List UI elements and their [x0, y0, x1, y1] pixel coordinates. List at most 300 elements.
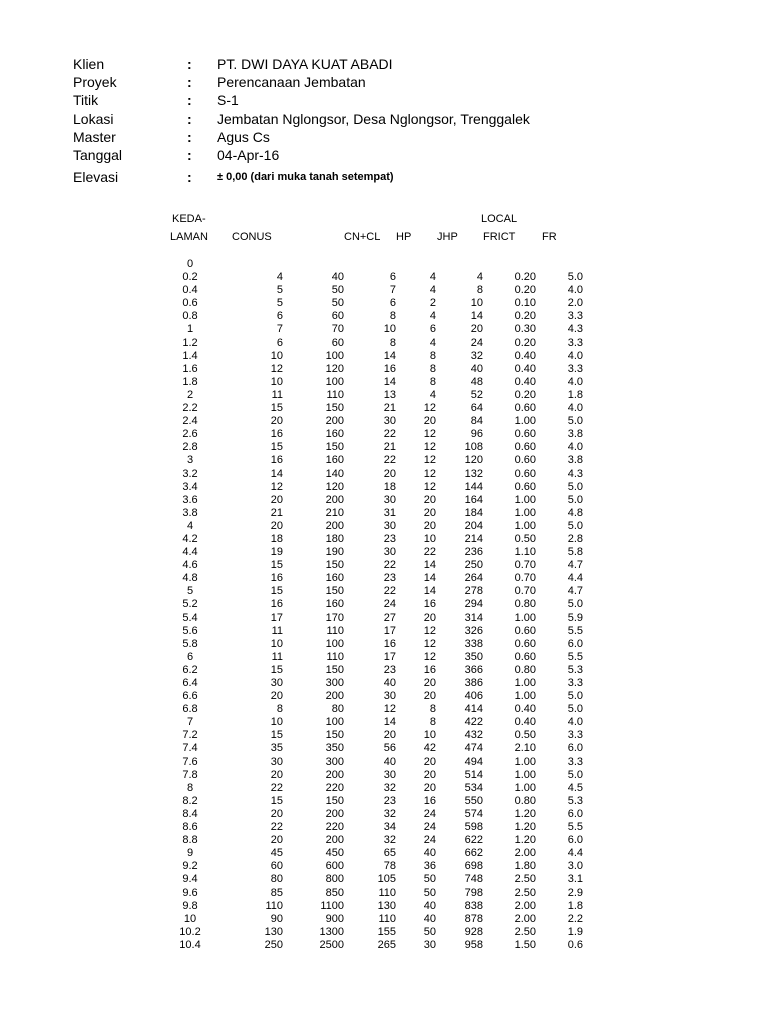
- table-row: [160, 821, 583, 834]
- table-cell: 3.3: [567, 362, 583, 375]
- table-cell: 184: [464, 506, 483, 519]
- table-cell: 60: [331, 310, 344, 323]
- table-cell: 20: [270, 834, 283, 847]
- table-cell: 514: [464, 768, 483, 781]
- table-cell: 5: [276, 284, 283, 297]
- table-cell: 16: [423, 663, 436, 676]
- table-cell: 0.60: [514, 402, 536, 415]
- table-cell: 34: [383, 821, 396, 834]
- table-cell: 422: [464, 716, 483, 729]
- table-cell: 50: [423, 925, 436, 938]
- table-cell: 110: [378, 886, 396, 899]
- header-colon: :: [187, 169, 192, 186]
- table-cell: 9: [186, 847, 194, 860]
- table-cell: 14: [383, 716, 396, 729]
- table-cell: 406: [464, 690, 483, 703]
- table-cell: 11: [271, 388, 283, 401]
- table-cell: 12: [423, 454, 436, 467]
- table-cell: 80: [270, 873, 283, 886]
- table-cell: 70: [331, 323, 344, 336]
- table-cell: 20: [423, 611, 436, 624]
- table-cell: 20: [423, 768, 436, 781]
- table-cell: 10: [270, 637, 283, 650]
- table-row: [160, 782, 583, 795]
- table-cell: 40: [470, 362, 483, 375]
- table-cell: 15: [270, 585, 283, 598]
- table-row: [160, 271, 583, 284]
- table-cell: 80: [331, 703, 344, 716]
- table-cell: 798: [464, 886, 483, 899]
- table-cell: [536, 258, 583, 271]
- table-cell: 20: [423, 519, 436, 532]
- table-cell: 1.20: [514, 807, 536, 820]
- table-cell: 4.7: [567, 559, 583, 572]
- table-cell: 574: [464, 807, 483, 820]
- table-cell: 0.80: [514, 598, 536, 611]
- table-row: [160, 507, 583, 520]
- table-cell: 0.80: [514, 663, 536, 676]
- table-cell: 60: [331, 336, 344, 349]
- table-cell: 2: [186, 388, 194, 401]
- table-row: [160, 376, 583, 389]
- table-cell: 15: [270, 729, 283, 742]
- table-cell: 5.4: [182, 611, 198, 624]
- table-cell: 4.0: [567, 349, 583, 362]
- table-cell: 850: [325, 886, 344, 899]
- table-cell: 52: [470, 388, 483, 401]
- table-cell: 0.20: [514, 336, 536, 349]
- table-cell: 24: [383, 598, 396, 611]
- table-row: [160, 716, 583, 729]
- table-cell: 50: [423, 886, 436, 899]
- table-row: [160, 756, 583, 769]
- table-cell: 3.3: [567, 677, 583, 689]
- table-cell: 170: [325, 611, 344, 624]
- table-row: [160, 834, 583, 847]
- table-row: [160, 598, 583, 611]
- table-cell: 0.50: [514, 532, 536, 545]
- column-header-jhp: JHP: [437, 231, 458, 243]
- table-cell: 8: [429, 349, 436, 362]
- table-cell: 11: [271, 650, 283, 663]
- table-cell: 21: [383, 441, 396, 454]
- table-cell: 5.0: [567, 768, 583, 781]
- table-cell: 5.9: [567, 611, 583, 624]
- table-cell: 20: [423, 493, 436, 506]
- table-cell: 12: [423, 402, 436, 415]
- column-header-frict: FRICT: [483, 231, 516, 243]
- table-cell: 9.4: [182, 873, 198, 886]
- table-cell: 20: [270, 768, 283, 781]
- table-cell: 5.0: [567, 703, 583, 716]
- table-cell: 10: [183, 912, 197, 925]
- table-cell: 5.2: [182, 598, 198, 611]
- table-cell: 0.60: [514, 637, 536, 650]
- sondir-data-table: [160, 258, 583, 952]
- table-cell: 6.0: [567, 637, 583, 650]
- table-cell: 12: [270, 480, 283, 493]
- header-value: Perencanaan Jembatan: [217, 74, 366, 91]
- table-row: [160, 297, 583, 310]
- table-cell: 200: [325, 807, 344, 820]
- table-cell: 150: [325, 663, 344, 676]
- table-cell: [283, 258, 344, 271]
- table-cell: 85: [270, 886, 283, 899]
- table-cell: 7.6: [182, 755, 198, 768]
- table-cell: 14: [383, 375, 396, 388]
- table-cell: 200: [325, 519, 344, 532]
- table-row: [160, 690, 583, 703]
- table-cell: 110: [326, 388, 344, 401]
- table-cell: 22: [270, 821, 283, 834]
- table-cell: 32: [383, 834, 396, 847]
- table-cell: 8: [389, 310, 396, 323]
- header-label: Titik: [73, 92, 99, 109]
- table-cell: 1.00: [514, 519, 536, 532]
- table-cell: 4: [429, 284, 436, 297]
- table-cell: 50: [423, 873, 436, 886]
- table-cell: 20: [383, 467, 396, 480]
- table-cell: 6: [389, 271, 396, 284]
- table-cell: 0.20: [514, 284, 536, 297]
- table-row: [160, 926, 583, 939]
- table-cell: 16: [423, 598, 436, 611]
- table-cell: [396, 258, 436, 271]
- table-row: [160, 664, 583, 677]
- table-cell: 3.3: [567, 310, 583, 323]
- table-cell: 24: [423, 807, 436, 820]
- table-cell: 6.0: [567, 742, 583, 755]
- table-row: [160, 887, 583, 900]
- table-cell: 350: [464, 650, 483, 663]
- table-cell: 0.40: [514, 375, 536, 388]
- table-cell: 20: [423, 506, 436, 519]
- header-value: Agus Cs: [217, 128, 270, 145]
- table-cell: 0.20: [514, 310, 536, 323]
- table-cell: 5.5: [567, 650, 583, 663]
- header-value: ± 0,00 (dari muka tanah setempat): [217, 171, 394, 184]
- table-cell: 30: [383, 415, 396, 428]
- table-row: [160, 625, 583, 638]
- table-cell: 800: [325, 873, 344, 886]
- table-cell: 900: [325, 912, 344, 925]
- table-row: [160, 873, 583, 886]
- table-cell: 40: [423, 847, 436, 860]
- table-cell: 8: [429, 375, 436, 388]
- table-cell: 40: [423, 912, 436, 925]
- table-cell: 300: [325, 755, 344, 768]
- table-cell: 8.4: [182, 807, 198, 820]
- table-cell: 40: [423, 899, 436, 912]
- table-cell: 2.0: [567, 297, 583, 310]
- table-cell: 3.8: [182, 506, 198, 519]
- table-row: [160, 900, 583, 913]
- table-cell: 78: [383, 860, 396, 873]
- table-cell: 155: [377, 925, 396, 938]
- table-cell: 4.8: [567, 506, 583, 519]
- table-cell: 0.70: [514, 572, 536, 585]
- table-cell: 22: [383, 428, 396, 441]
- table-cell: 662: [464, 847, 483, 860]
- table-cell: 1.50: [514, 938, 536, 951]
- table-cell: 110: [265, 899, 283, 912]
- table-row: [160, 323, 583, 336]
- header-value: PT. DWI DAYA KUAT ABADI: [217, 56, 393, 72]
- table-cell: 110: [378, 912, 396, 925]
- table-cell: 10: [270, 349, 283, 362]
- table-cell: 6: [429, 323, 436, 336]
- table-cell: 32: [470, 349, 483, 362]
- table-cell: 0.40: [514, 703, 536, 716]
- table-cell: 1.9: [567, 925, 583, 938]
- table-cell: 31: [383, 506, 396, 519]
- table-cell: 20: [423, 677, 436, 689]
- table-cell: 48: [470, 375, 483, 388]
- table-cell: 3.3: [567, 729, 583, 742]
- table-cell: 6: [389, 297, 396, 310]
- table-cell: 4.8: [182, 572, 198, 585]
- table-cell: 598: [464, 821, 483, 834]
- table-cell: 8: [186, 781, 194, 794]
- table-cell: 120: [325, 362, 344, 375]
- table-cell: 7: [276, 323, 283, 336]
- table-cell: 0.2: [182, 271, 198, 284]
- table-cell: 0.60: [514, 441, 536, 454]
- table-cell: 3.3: [567, 336, 583, 349]
- table-cell: 17: [383, 650, 396, 663]
- table-cell: 3.2: [182, 467, 198, 480]
- table-cell: 190: [325, 546, 344, 559]
- table-cell: 160: [325, 598, 344, 611]
- table-cell: 12: [423, 637, 436, 650]
- table-cell: 12: [270, 362, 283, 375]
- table-cell: 0.6: [182, 297, 198, 310]
- table-cell: 326: [464, 624, 483, 637]
- table-cell: 23: [383, 572, 396, 585]
- table-cell: 23: [383, 794, 396, 807]
- table-cell: 8: [276, 703, 283, 716]
- column-header-fr: FR: [542, 231, 557, 243]
- table-cell: 20: [423, 781, 436, 794]
- table-cell: 10.4: [179, 938, 201, 951]
- header-colon: :: [187, 110, 192, 127]
- table-cell: 4.3: [567, 323, 583, 336]
- table-cell: 36: [423, 860, 436, 873]
- table-cell: 12: [423, 428, 436, 441]
- table-cell: 16: [383, 637, 396, 650]
- table-cell: 96: [470, 428, 483, 441]
- table-row: [160, 677, 583, 690]
- table-cell: 3.4: [182, 480, 198, 493]
- table-cell: 600: [325, 860, 344, 873]
- table-cell: 27: [383, 611, 396, 624]
- table-cell: 1.4: [182, 349, 198, 362]
- table-cell: 0.60: [514, 454, 536, 467]
- table-cell: 0: [186, 258, 194, 270]
- column-header-keda: KEDA-: [172, 213, 206, 225]
- table-cell: 65: [383, 847, 396, 860]
- table-cell: 50: [331, 284, 344, 297]
- table-cell: 0.60: [514, 624, 536, 637]
- table-cell: 20: [270, 690, 283, 703]
- table-cell: 4: [429, 336, 436, 349]
- table-cell: 350: [325, 742, 344, 755]
- table-cell: 4: [429, 388, 436, 401]
- table-cell: 4.0: [567, 402, 583, 415]
- table-cell: 22: [383, 585, 396, 598]
- table-cell: 265: [377, 938, 396, 951]
- table-cell: 2.2: [567, 912, 583, 925]
- table-cell: 20: [470, 323, 483, 336]
- table-cell: 6.8: [182, 703, 198, 716]
- table-cell: 9.2: [182, 860, 198, 873]
- table-cell: 338: [464, 637, 483, 650]
- table-cell: 9.8: [182, 899, 198, 912]
- table-cell: 100: [325, 375, 344, 388]
- table-cell: 20: [270, 415, 283, 428]
- column-header-laman: LAMAN: [170, 231, 208, 243]
- table-cell: 2.2: [182, 402, 198, 415]
- table-cell: 6.6: [182, 690, 198, 703]
- header-row-proyek: [73, 73, 673, 91]
- table-cell: 0.50: [514, 729, 536, 742]
- report-header: [73, 55, 673, 186]
- table-cell: 878: [464, 912, 483, 925]
- table-cell: 0.40: [514, 716, 536, 729]
- table-cell: 8: [429, 703, 436, 716]
- table-cell: 0.80: [514, 794, 536, 807]
- table-cell: 2.8: [567, 532, 583, 545]
- header-row-lokasi: [73, 110, 673, 128]
- table-row: [160, 860, 583, 873]
- table-cell: 150: [325, 441, 344, 454]
- table-row: [160, 847, 583, 860]
- table-cell: 30: [383, 546, 396, 559]
- table-cell: 1.00: [514, 493, 536, 506]
- table-cell: 160: [325, 454, 344, 467]
- table-cell: 200: [325, 690, 344, 703]
- table-cell: 2.6: [182, 428, 198, 441]
- table-cell: 4: [186, 519, 194, 532]
- table-cell: 210: [325, 506, 344, 519]
- table-row: [160, 258, 583, 271]
- table-cell: 1.80: [514, 860, 536, 873]
- table-cell: 20: [270, 493, 283, 506]
- table-cell: 30: [383, 690, 396, 703]
- table-cell: 250: [464, 559, 483, 572]
- table-cell: 30: [383, 768, 396, 781]
- table-cell: 5.3: [567, 663, 583, 676]
- table-cell: 1.00: [514, 690, 536, 703]
- table-cell: [344, 258, 396, 271]
- table-cell: 5.5: [567, 821, 583, 834]
- table-cell: 0.60: [514, 428, 536, 441]
- table-cell: 622: [464, 834, 483, 847]
- table-cell: 1.20: [514, 834, 536, 847]
- header-row-titik: [73, 91, 673, 109]
- table-row: [160, 585, 583, 598]
- table-cell: 10: [270, 375, 283, 388]
- column-header-cncl: CN+CL: [344, 231, 381, 243]
- table-cell: 20: [423, 755, 436, 768]
- table-cell: 838: [464, 899, 483, 912]
- table-cell: 0.40: [514, 362, 536, 375]
- column-header-hp: HP: [396, 231, 412, 243]
- table-cell: 13: [383, 388, 396, 401]
- table-cell: 20: [423, 415, 436, 428]
- table-cell: 105: [377, 873, 396, 886]
- table-cell: 16: [383, 362, 396, 375]
- table-cell: 15: [270, 794, 283, 807]
- table-cell: 2.50: [514, 886, 536, 899]
- table-cell: 14: [423, 585, 436, 598]
- table-cell: 1.00: [514, 506, 536, 519]
- table-cell: 10: [383, 323, 396, 336]
- table-row: [160, 729, 583, 742]
- table-cell: 5: [276, 297, 283, 310]
- table-cell: 30: [270, 755, 283, 768]
- table-cell: 278: [464, 585, 483, 598]
- table-cell: 12: [383, 703, 396, 716]
- table-cell: 14: [423, 559, 436, 572]
- table-cell: 2.8: [182, 441, 198, 454]
- table-cell: 2.50: [514, 873, 536, 886]
- table-row: [160, 415, 583, 428]
- table-cell: 3.1: [567, 873, 583, 886]
- table-cell: 23: [383, 532, 396, 545]
- table-row: [160, 428, 583, 441]
- table-cell: 0.70: [514, 585, 536, 598]
- table-cell: 9.6: [182, 886, 198, 899]
- table-cell: 90: [270, 912, 283, 925]
- table-row: [160, 454, 583, 467]
- table-cell: 3: [186, 454, 194, 467]
- table-cell: 10: [423, 729, 436, 742]
- table-cell: 2.50: [514, 925, 536, 938]
- table-cell: 150: [325, 585, 344, 598]
- table-cell: 16: [423, 794, 436, 807]
- table-cell: 300: [325, 677, 344, 689]
- table-cell: 150: [325, 729, 344, 742]
- table-cell: 12: [423, 624, 436, 637]
- table-cell: 12: [423, 480, 436, 493]
- table-cell: 2.9: [567, 886, 583, 899]
- header-value: S-1: [217, 92, 239, 109]
- table-cell: 1.8: [567, 388, 583, 401]
- table-cell: 1.20: [514, 821, 536, 834]
- table-cell: 1.00: [514, 768, 536, 781]
- table-cell: 494: [464, 755, 483, 768]
- header-colon: :: [187, 74, 192, 91]
- table-cell: 32: [383, 807, 396, 820]
- table-cell: 0.70: [514, 559, 536, 572]
- table-cell: 0.60: [514, 480, 536, 493]
- table-row: [160, 572, 583, 585]
- table-cell: 164: [464, 493, 483, 506]
- table-cell: 5.8: [567, 546, 583, 559]
- table-cell: 3.8: [567, 454, 583, 467]
- table-cell: 22: [383, 559, 396, 572]
- table-cell: 5.6: [182, 624, 198, 637]
- table-cell: 366: [464, 663, 483, 676]
- table-cell: 3.3: [567, 755, 583, 768]
- table-row: [160, 612, 583, 625]
- table-cell: 250: [264, 938, 283, 951]
- header-row-elevasi: [73, 168, 673, 186]
- table-cell: 8.8: [182, 834, 198, 847]
- table-cell: 4: [429, 271, 436, 284]
- table-cell: 1.2: [182, 336, 198, 349]
